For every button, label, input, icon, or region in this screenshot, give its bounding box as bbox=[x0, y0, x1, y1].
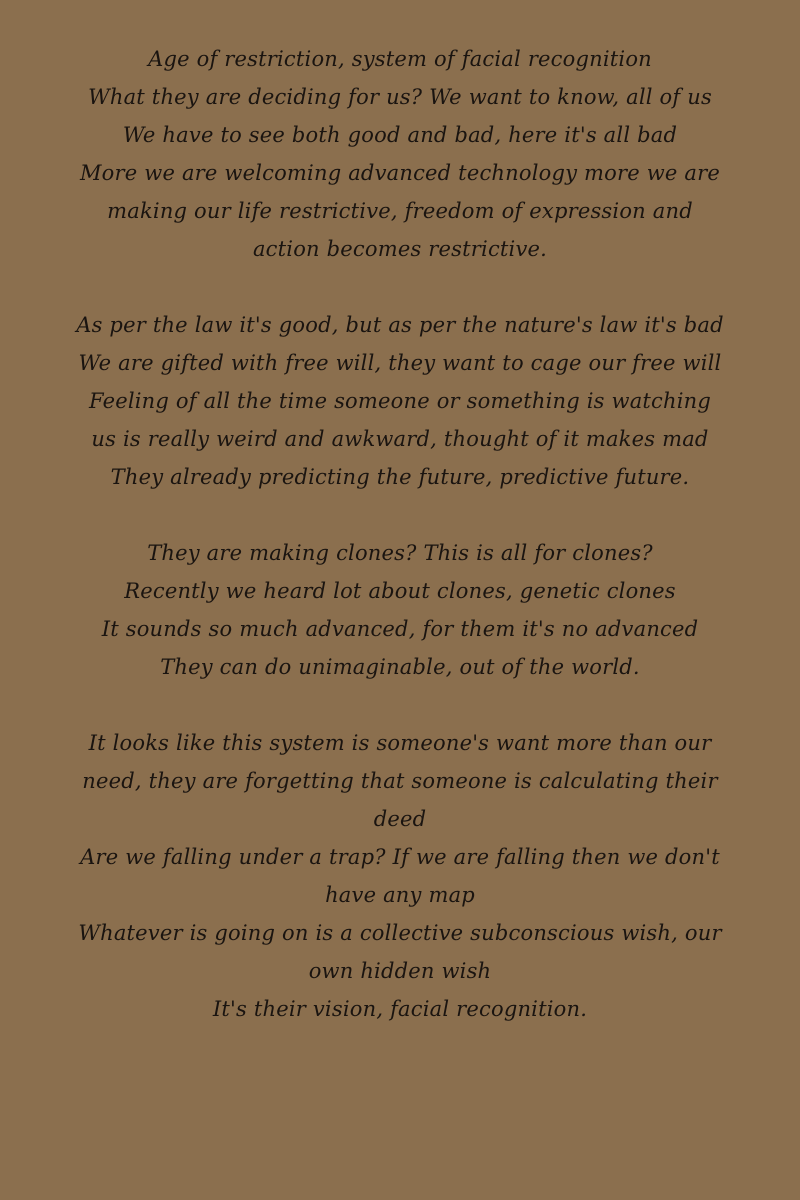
poem-line: As per the law it's good, but as per the nature's law it's bad bbox=[76, 313, 724, 337]
poem-line: It looks like this system is someone's want more than our need, they are forgetting that someone is calculating their deed bbox=[82, 731, 718, 831]
poem-line: More we are welcoming advanced technology more we are making our life restrictive, freedom of expression and action becomes restrictive. bbox=[79, 161, 721, 261]
poem-line: Recently we heard lot about clones, genetic clones bbox=[124, 579, 676, 603]
poem-line: They already predicting the future, predictive future. bbox=[110, 465, 690, 489]
stanza-4 bbox=[74, 724, 726, 1028]
stanza-1 bbox=[74, 40, 726, 268]
poem-line: They are making clones? This is all for clones? bbox=[147, 541, 653, 565]
poem-line: It sounds so much advanced, for them it's no advanced bbox=[101, 617, 699, 641]
poem-line: It's their vision, facial recognition. bbox=[212, 997, 588, 1021]
poem-line: Feeling of all the time someone or something is watching us is really weird and awkward, thought of it makes mad bbox=[88, 389, 712, 451]
poem-line: What they are deciding for us? We want to know, all of us bbox=[88, 85, 712, 109]
stanza-2 bbox=[74, 306, 726, 496]
poem-line: We are gifted with free will, they want to cage our free will bbox=[78, 351, 722, 375]
stanza-3 bbox=[74, 534, 726, 686]
poem-line: Age of restriction, system of facial recognition bbox=[148, 47, 652, 71]
poem-line: Are we falling under a trap? If we are falling then we don't have any map bbox=[80, 845, 720, 907]
poem-line: We have to see both good and bad, here it's all bad bbox=[122, 123, 678, 147]
poem-line: They can do unimaginable, out of the world. bbox=[160, 655, 640, 679]
poem-line: Whatever is going on is a collective subconscious wish, our own hidden wish bbox=[78, 921, 722, 983]
